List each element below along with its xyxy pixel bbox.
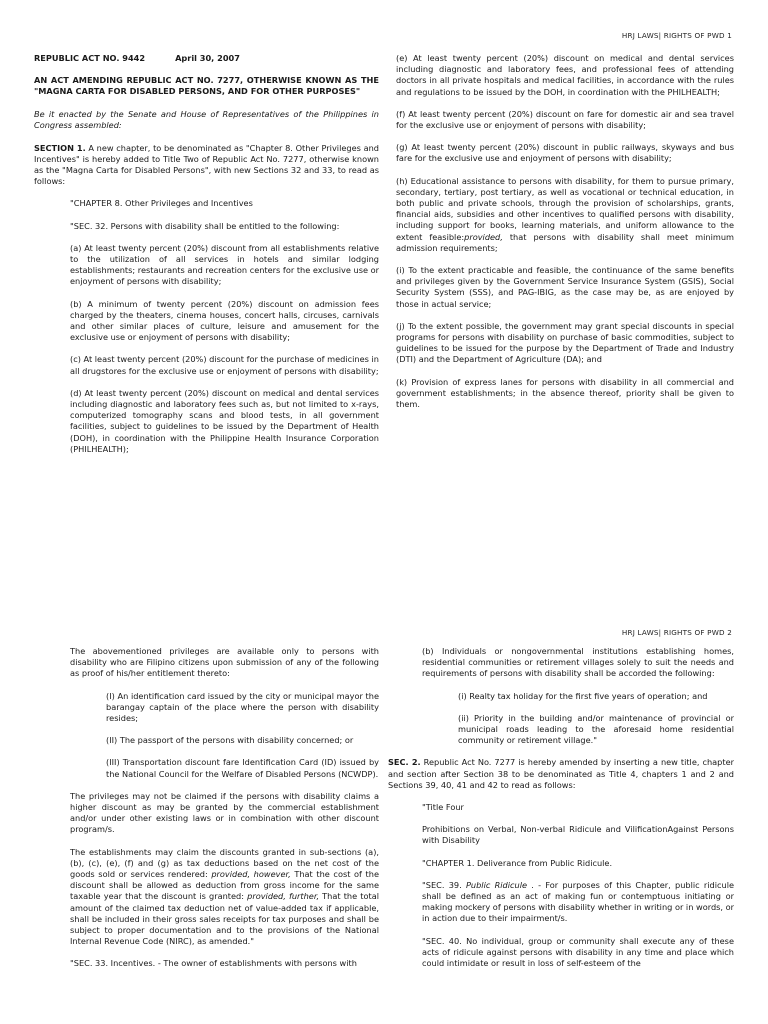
right-column	[388, 646, 734, 980]
establishments-provided-however: provided, however,	[211, 869, 291, 880]
title-four-heading: "Title Four	[422, 802, 464, 813]
establishments-text-2: That the cost of the discount shall be allowed as deduction from gross income for the same taxable year that the discount is granted:	[70, 869, 379, 902]
document-page-2	[0, 622, 768, 1024]
provision-h-provided: provided,	[464, 231, 503, 242]
provision-g: (g) At least twenty percent (20%) discount in public railways, skyways and bus fare for the exclusive use and enjoyment of persons with disability;	[396, 142, 734, 164]
republic-act-number: REPUBLIC ACT NO. 9442	[34, 53, 146, 63]
provision-c: (c) At least twenty percent (20%) discount for the purchase of medicines in all drugstores for the exclusive use or enjoyment of persons with disability;	[70, 354, 379, 376]
provision-b-ii: (ii) Priority in the building and/or maintenance of provincial or municipal roads leading to the aforesaid home residential community or retirement village."	[458, 712, 734, 746]
act-number-line	[34, 53, 379, 64]
proof-item-1: (I) An identification card issued by the city or municipal mayor the barangay captain of the place where the person with disability resides;	[106, 690, 379, 724]
provision-k: (k) Provision of express lanes for persons with disability in all commercial and government establishments; in the absence thereof, priority shall be given to them.	[396, 376, 734, 410]
provision-b-homes: (b) Individuals or nongovernmental institutions establishing homes, residential communities or retirement villages solely to suit the needs and requirements of persons with disability shall be accorded the following:	[422, 646, 734, 679]
act-date: April 30, 2007	[175, 53, 240, 63]
section-33-start: "SEC. 33. Incentives. - The owner of establishments with persons with	[70, 958, 357, 969]
section-2-text: Republic Act No. 7277 is hereby amended by inserting a new title, chapter and section after Section 38 to be denominated as Title 4, chapters 1 and 2 and Sections 39, 40, 41 and 42 to read as follows:	[388, 757, 734, 790]
provision-i: (i) To the extent practicable and feasible, the continuance of the same benefits and privileges given by the Government Service Insurance System (GSIS), Social Security System (SSS), and PAG-IBIG, as the case may be, as are enjoyed by those in actual service;	[396, 265, 734, 309]
establishments-text-3: That the total amount of the claimed tax deduction net of value-added tax if applicable, shall be included in their gross sales receipts for tax purposes and shall be subject to proper documentation and to the provisions of the National Internal Revenue Code (NIRC), as amended."	[70, 891, 379, 947]
claim-paragraph: The privileges may not be claimed if the persons with disability claims a higher discount as may be granted by the commercial establishment and/or under other existing laws or in combination with other discount program/s.	[70, 790, 379, 835]
chapter-8-heading: "CHAPTER 8. Other Privileges and Incentives	[70, 198, 253, 209]
proof-item-3: (III) Transportation discount fare Identification Card (ID) issued by the National Council for the Welfare of Disabled Persons (NCWDP).	[106, 757, 379, 779]
enacting-clause: Be it enacted by the Senate and House of Representatives of the Philippines in Congress assembled:	[34, 109, 379, 131]
establishments-text-1: The establishments may claim the discounts granted in sub-sections (a), (b), (c), (e), (f) and (g) as tax deductions based on the net cost of the goods sold or services rendered:	[70, 846, 379, 880]
provision-b: (b) A minimum of twenty percent (20%) discount on admission fees charged by the theaters, cinema houses, concert halls, circuses, carnivals and other similar places of culture, leisure and amusement for the exclusive use or enjoyment of persons with disability;	[70, 298, 379, 343]
provision-j: (j) To the extent possible, the government may grant special discounts in special programs for persons with disability on purchase of basic commodities, subject to guidelines to be issued for the purpose by the Department of Trade and Industry (DTI) and the Department of Agriculture (DA); and	[396, 320, 734, 365]
provision-a: (a) At least twenty percent (20%) discount from all establishments relative to the utilization of all services in hotels and similar lodging establishments; restaurants and recreation centers for the exclusive use or enjoyment of persons with disability;	[70, 242, 379, 287]
section-39-text: . - For purposes of this Chapter, public ridicule shall be defined as an act of making fun or contemptuous initiating or making mockery of persons with disability whether in writing or in words, or in action due to their impairment/s.	[422, 879, 735, 924]
right-column	[396, 53, 734, 421]
provision-h	[396, 176, 734, 254]
page-header: HRJ LAWS| RIGHTS OF PWD 2	[621, 628, 732, 637]
section-2	[388, 757, 734, 791]
left-column	[70, 646, 379, 981]
section-39-term: Public Ridicule	[465, 879, 528, 890]
section-1-text: A new chapter, to be denominated as "Chapter 8. Other Privileges and Incentives" is hereby added to Title Two of Republic Act No. 7277, otherwise known as the "Magna Carta for Disabled Persons", with new Sections 32 and 33, to read as follows:	[34, 142, 379, 187]
provision-h-text: (h) Educational assistance to persons with disability, for them to pursue primary, secondary, tertiary, post tertiary, as well as vocational or technical education, in both public and private schools, through the provision of scholarships, grants, financial aids, subsidies and other incentives to qualified persons with disability, including support for books, learning materials, and uniform allowance to the extent feasible:	[396, 175, 734, 242]
section-32-intro: "SEC. 32. Persons with disability shall be entitled to the following:	[70, 220, 340, 231]
prohibitions-heading: Prohibitions on Verbal, Non-verbal Ridicule and VilificationAgainst Persons with Disability	[422, 824, 734, 846]
section-39-label: "SEC. 39.	[422, 879, 466, 890]
establishments-paragraph	[70, 847, 379, 948]
section-39	[422, 880, 734, 925]
left-column	[34, 53, 379, 466]
page-header: HRJ LAWS| RIGHTS OF PWD 1	[621, 31, 732, 40]
provision-b-i: (i) Realty tax holiday for the first five years of operation; and	[458, 690, 708, 701]
section-40: "SEC. 40. No individual, group or community shall execute any of these acts of ridicule against persons with disability in any time and place which could intimidate or result in loss of self-esteem of the	[422, 935, 734, 969]
privileges-intro: The abovementioned privileges are available only to persons with disability who are Filipino citizens upon submission of any of the following as proof of his/her entitlement thereto:	[70, 646, 379, 679]
section-2-label: SEC. 2.	[388, 757, 421, 768]
provision-d: (d) At least twenty percent (20%) discount on medical and dental services including diagnostic and laboratory fees such as, but not limited to x-rays, computerized tomography scans and blood tests, in all government facilities, subject to guidelines to be issued by the Department of Health (DOH), in coordination with the Philippine Health Insurance Corporation (PHILHEALTH);	[70, 387, 379, 454]
section-1	[34, 143, 379, 188]
provision-h-text-end: that persons with disability shall meet minimum admission requirements;	[396, 231, 735, 253]
proof-item-2: (II) The passport of the persons with disability concerned; or	[106, 735, 354, 746]
section-1-label: SECTION 1.	[34, 142, 86, 153]
establishments-provided-further: provided, further,	[247, 891, 320, 902]
act-title: AN ACT AMENDING REPUBLIC ACT NO. 7277, OTHERWISE KNOWN AS THE "MAGNA CARTA FOR DISABLED PERSONS, AND FOR OTHER PURPOSES"	[34, 75, 379, 97]
provision-e: (e) At least twenty percent (20%) discount on medical and dental services including diagnostic and laboratory fees, and professional fees of attending doctors in all private hospitals and medical facilities, in accordance with the rules and regulations to be issued by the DOH, in coordination with the PHILHEALTH;	[396, 53, 734, 97]
provision-f: (f) At least twenty percent (20%) discount on fare for domestic air and sea travel for the exclusive use or enjoyment of persons with disability;	[396, 108, 734, 131]
chapter-1-heading: "CHAPTER 1. Deliverance from Public Ridicule.	[422, 857, 613, 868]
